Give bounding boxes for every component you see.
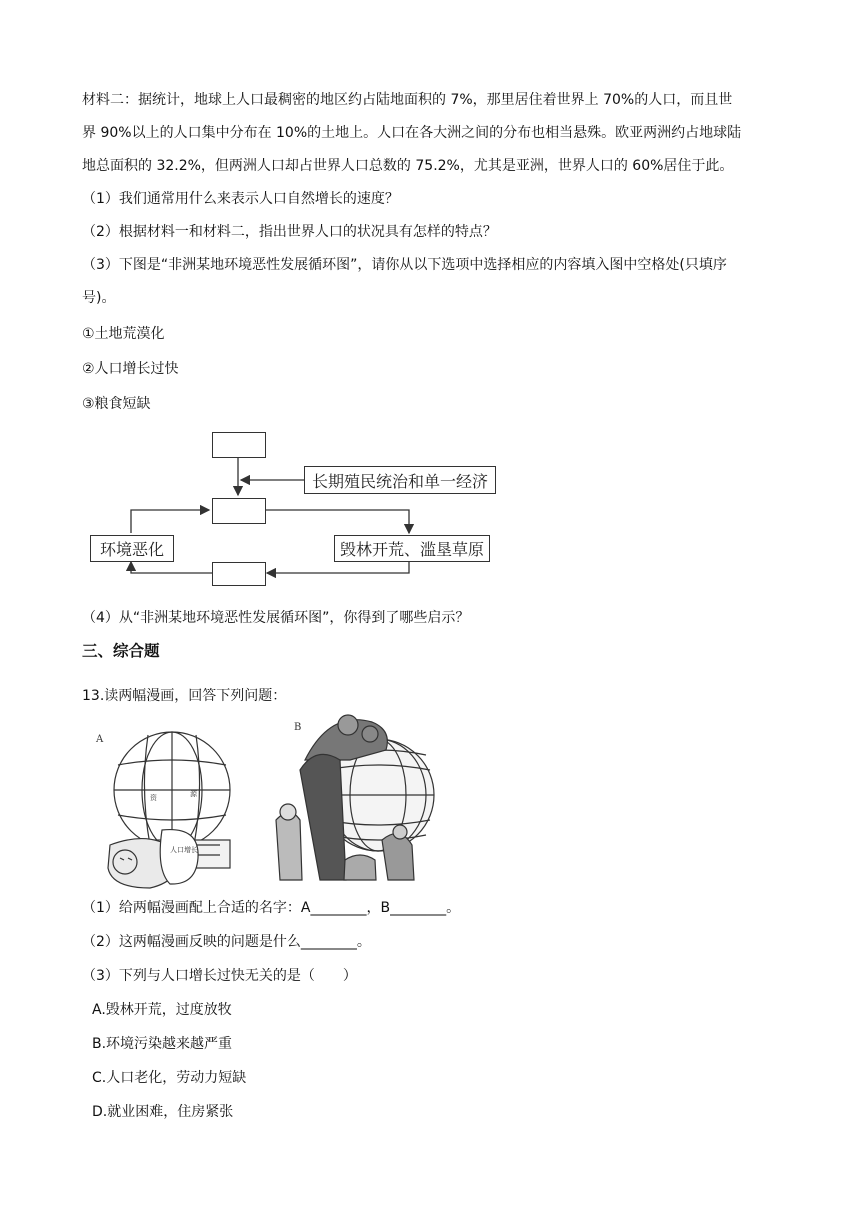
question-13-3: （3）下列与人口增长过快无关的是（ ）	[82, 968, 357, 984]
question-12-2: （2）根据材料一和材料二，指出世界人口的状况具有怎样的特点？	[82, 224, 497, 240]
option-3: ③粮食短缺	[82, 396, 151, 412]
question-12-3-line-2: 号)。	[82, 290, 116, 306]
question-12-1: （1）我们通常用什么来表示人口自然增长的速度？	[82, 191, 399, 207]
cartoon-b-letter: B	[294, 722, 302, 733]
option-c[interactable]: C.人口老化，劳动力短缺	[92, 1070, 247, 1086]
material2-line-1: 材料二：据统计，地球上人口最稠密的地区约占陆地面积的 7%，那里居住着世界上 70%的人口，而且世	[82, 92, 733, 108]
cartoon-a-text-1: 资	[150, 794, 157, 802]
question-13-1: （1）给两幅漫画配上合适的名字：A________，B________。	[82, 900, 461, 916]
section-heading: 三、综合题	[82, 642, 160, 660]
cartoon-a-text-2: 源	[190, 790, 197, 798]
label-colonial-rule: 长期殖民统治和单一经济	[304, 466, 496, 494]
question-12-4: （4）从“非洲某地环境恶性发展循环图”，你得到了哪些启示？	[82, 610, 470, 626]
material2-line-2: 界 90%以上的人口集中分布在 10%的土地上。人口在各大洲之间的分布也相当悬殊。欧亚两洲约占地球陆	[82, 125, 742, 141]
material2-line-3: 地总面积的 32.2%，但两洲人口却占世界人口总数的 75.2%，尤其是亚洲，世界人口的 60%居住于此。	[82, 158, 734, 174]
option-1: ①土地荒漠化	[82, 326, 165, 342]
label-deforestation: 毁林开荒、滥垦草原	[334, 535, 490, 562]
option-a[interactable]: A.毁林开荒，过度放牧	[92, 1002, 232, 1018]
question-13-stem: 13.读两幅漫画，回答下列问题：	[82, 688, 287, 704]
option-b[interactable]: B.环境污染越来越严重	[92, 1036, 233, 1052]
label-environment-deterioration: 环境恶化	[90, 535, 174, 562]
cartoon-a-letter: A	[96, 734, 104, 745]
option-2: ②人口增长过快	[82, 361, 179, 377]
question-12-3-line-1: （3）下图是“非洲某地环境恶性发展循环图”，请你从以下选项中选择相应的内容填入图中空格处(只填序	[82, 257, 727, 273]
cartoon-a-text-3: 人口增长	[170, 846, 198, 854]
question-13-2: （2）这两幅漫画反映的问题是什么________。	[82, 934, 371, 950]
option-d[interactable]: D.就业困难，住房紧张	[92, 1104, 234, 1120]
